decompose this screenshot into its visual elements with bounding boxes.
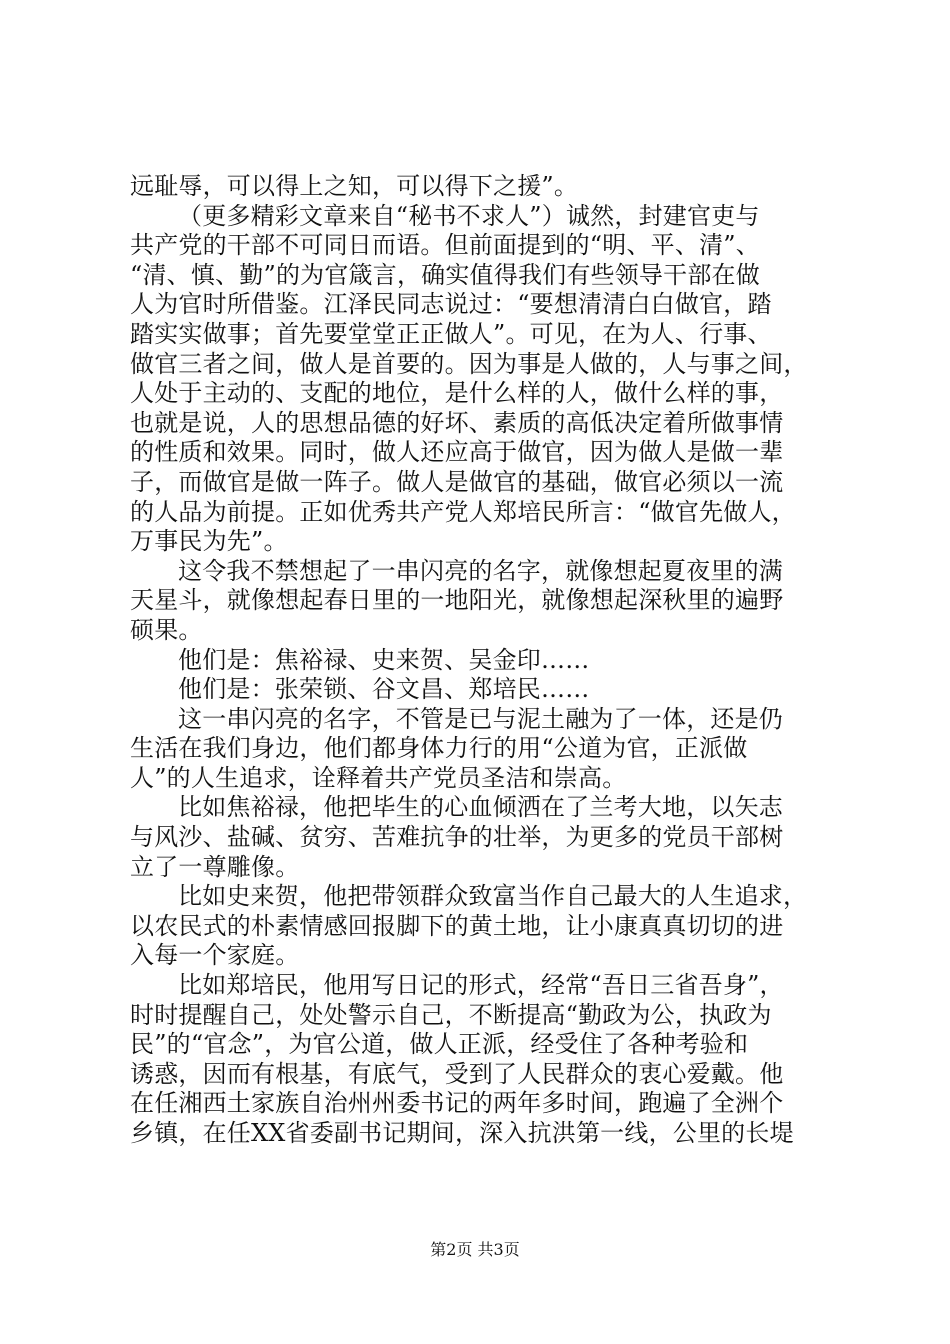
text-line: 比如郑培民，他用写日记的形式，经常“吾日三省吾身”， <box>178 971 784 1000</box>
text-line: 人为官时所借鉴。江泽民同志说过：“要想清清白白做官，踏 <box>130 290 772 319</box>
text-line: 做官三者之间，做人是首要的。因为事是人做的，人与事之间， <box>130 349 808 378</box>
text-line: 踏实实做事；首先要堂堂正正做人”。可见，在为人、行事、 <box>130 319 772 348</box>
text-line: 民”的“官念”，为官公道，做人正派，经受住了各种考验和 <box>130 1030 749 1059</box>
text-line: 远耻辱，可以得上之知，可以得下之援”。 <box>130 172 579 200</box>
text-line: “清、慎、勤”的为官箴言，确实值得我们有些领导干部在做 <box>130 260 760 289</box>
page-number-footer: 第2页 共3页 <box>430 1240 520 1259</box>
text-line: 人”的人生追求，诠释着共产党员圣洁和崇高。 <box>130 763 627 792</box>
text-line: 万事民为先”。 <box>130 527 288 556</box>
text-line: 共产党的干部不可同日而语。但前面提到的“明、平、清”、 <box>130 231 760 260</box>
text-line: 比如焦裕禄，他把毕生的心血倾洒在了兰考大地，以矢志 <box>178 793 783 822</box>
text-line: 这一串闪亮的名字，不管是已与泥土融为了一体，还是仍 <box>178 704 783 733</box>
text-line: 入每一个家庭。 <box>130 941 300 970</box>
text-line: 比如史来贺，他把带领群众致富当作自己最大的人生追求， <box>178 882 808 911</box>
text-line: 的性质和效果。同时，做人还应高于做官，因为做人是做一辈 <box>130 438 784 467</box>
text-line: 他们是：焦裕禄、史来贺、吴金印…… <box>178 645 590 674</box>
text-line: 硕果。 <box>130 615 203 644</box>
text-line: 时时提醒自己，处处警示自己，不断提高“勤政为公，执政为 <box>130 1000 772 1029</box>
text-line: 人处于主动的、支配的地位，是什么样的人，做什么样的事， <box>130 379 784 408</box>
text-line: 他们是：张荣锁、谷文昌、郑培民…… <box>178 675 590 704</box>
text-line: 在任湘西土家族自治州州委书记的两年多时间，跑遍了全洲个 <box>130 1089 784 1118</box>
document-body <box>130 172 830 1149</box>
text-line: 这令我不禁想起了一串闪亮的名字，就像想起夏夜里的满 <box>178 556 783 585</box>
text-line: 乡镇，在任XX省委副书记期间，深入抗洪第一线，公里的长堤 <box>130 1119 794 1147</box>
text-line: 生活在我们身边，他们都身体力行的用“公道为官，正派做 <box>130 734 748 763</box>
text-line: 也就是说，人的思想品德的好坏、素质的高低决定着所做事情 <box>130 408 784 437</box>
text-line: 以农民式的朴素情感回报脚下的黄土地，让小康真真切切的进 <box>130 911 784 940</box>
text-line: 诱惑，因而有根基，有底气，受到了人民群众的衷心爱戴。他 <box>130 1059 784 1088</box>
text-line: 与风沙、盐碱、贫穷、苦难抗争的壮举，为更多的党员干部树 <box>130 823 784 852</box>
text-line: 天星斗，就像想起春日里的一地阳光，就像想起深秋里的遍野 <box>130 586 784 615</box>
text-line: 立了一尊雕像。 <box>130 852 300 881</box>
text-line: 子，而做官是做一阵子。做人是做官的基础，做官必须以一流 <box>130 467 784 496</box>
text-line: （更多精彩文章来自“秘书不求人”）诚然，封建官吏与 <box>178 201 760 230</box>
text-line: 的人品为前提。正如优秀共产党人郑培民所言：“做官先做人， <box>130 497 796 526</box>
